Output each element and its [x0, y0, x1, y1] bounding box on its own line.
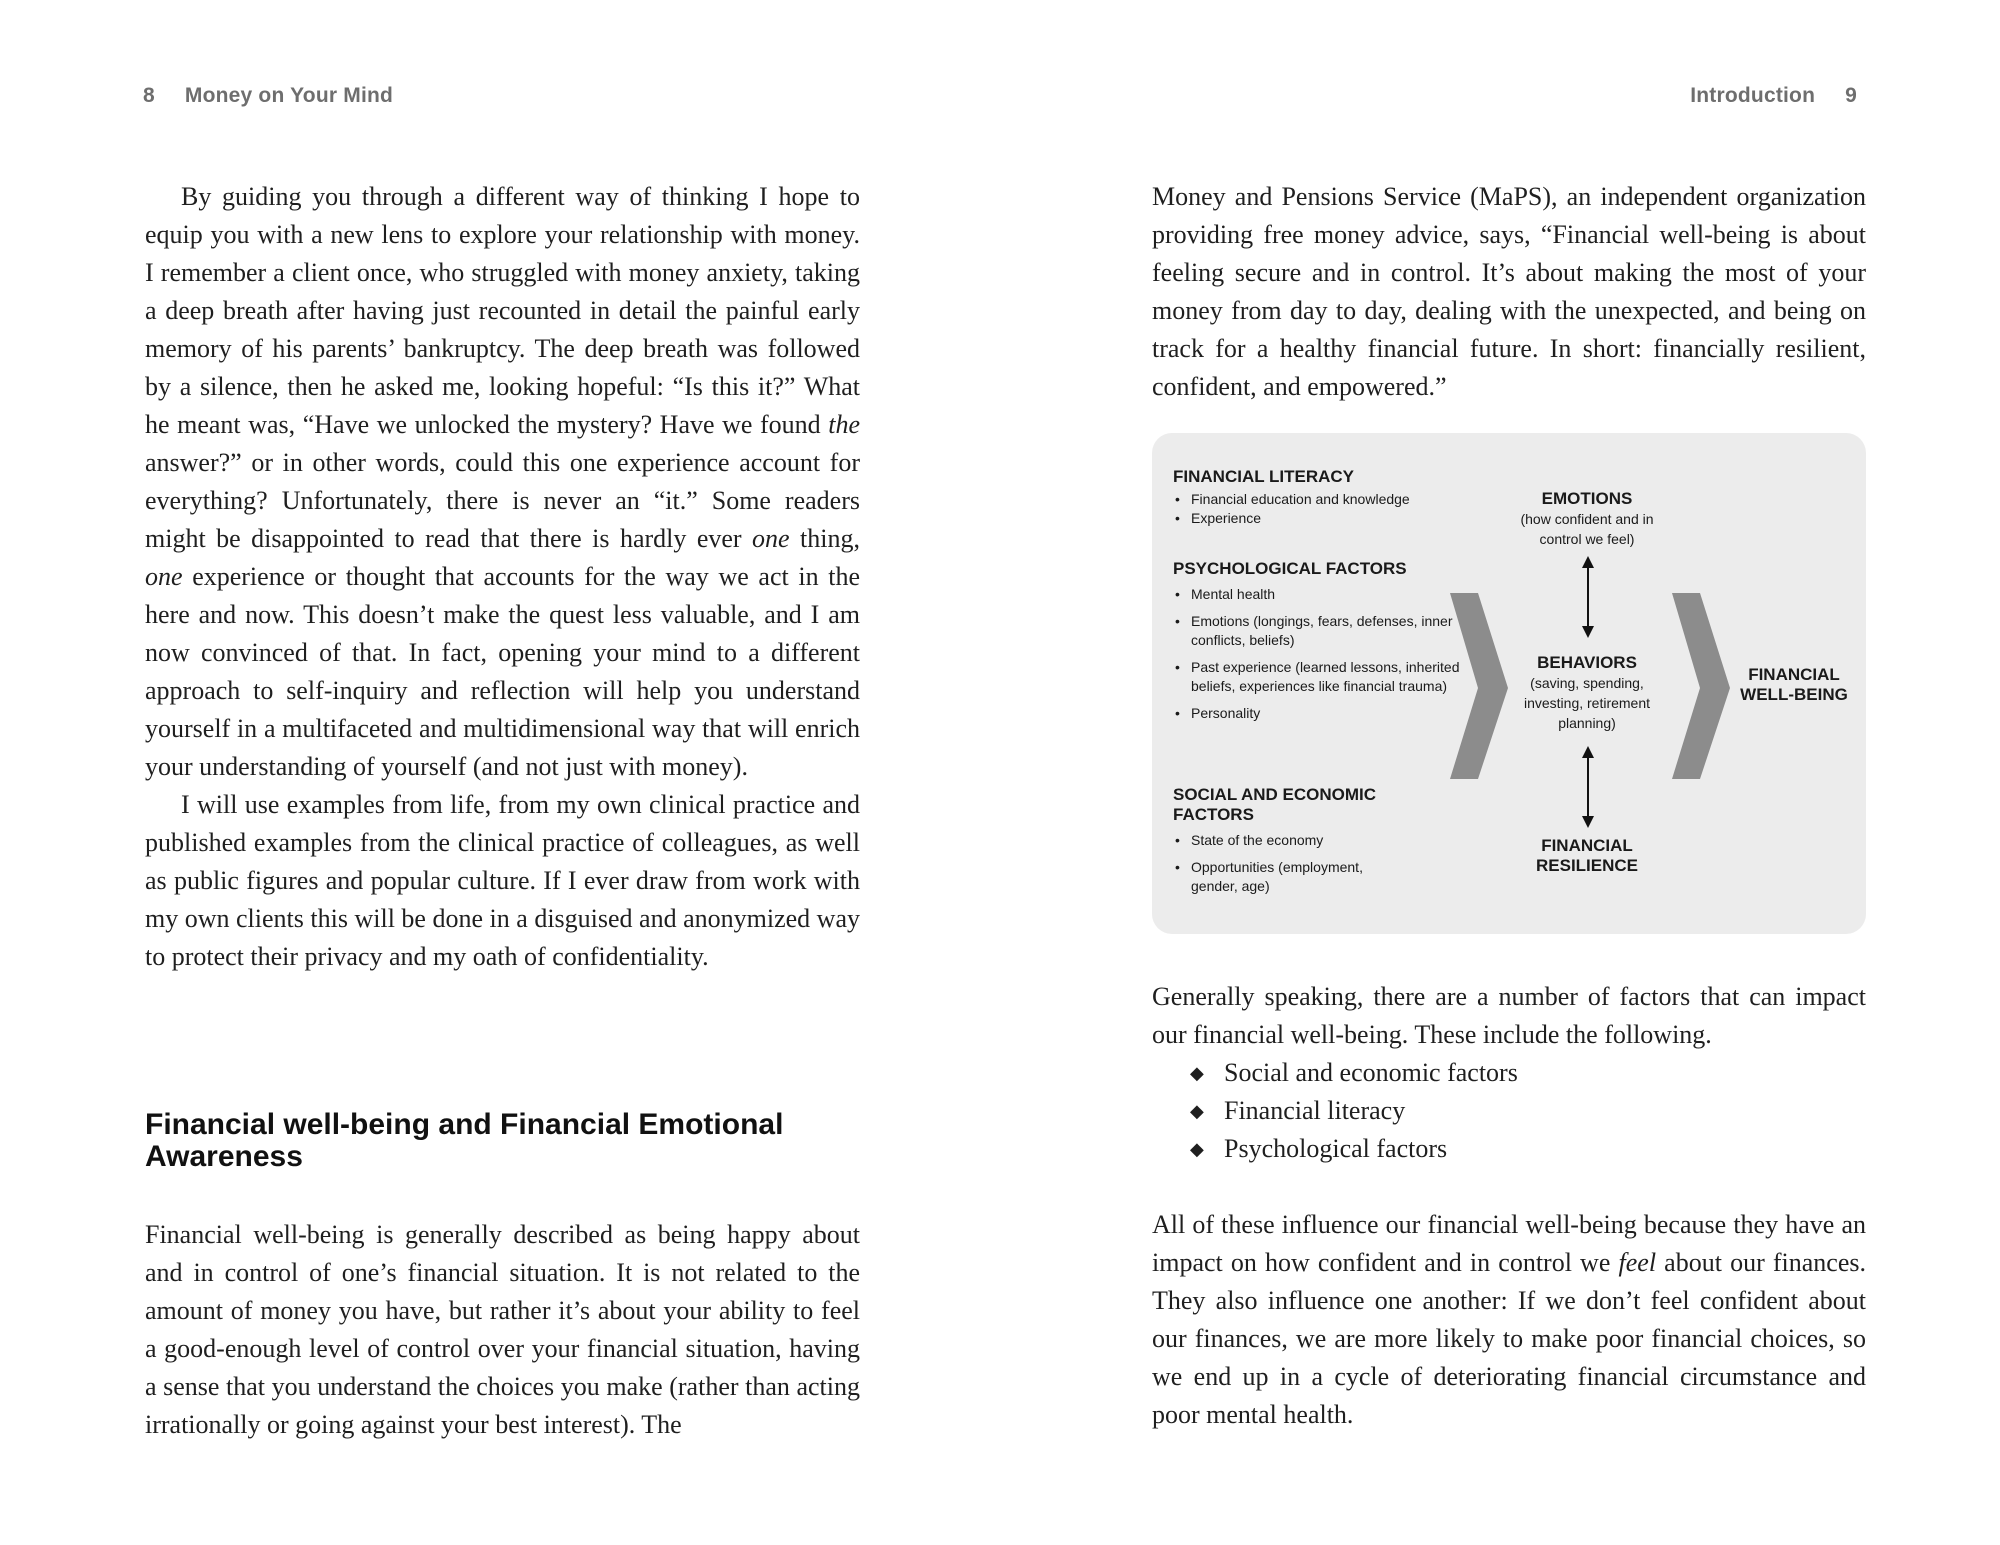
italic-run: feel [1618, 1248, 1657, 1277]
diagram-list-item: • Personality [1173, 704, 1463, 723]
literacy-block [1173, 467, 1463, 528]
text-run: By guiding you through a different way of thinking I hope to equip you with a new lens to explore your relationship with money. I remember a client once, who struggled with money anxiety, taking a deep breath after having just recounted in detail the painful early memory of his parents’ bankruptcy. The deep breath was followed by a silence, then he asked me, looking hopeful: “Is this it?” What he meant was, “Have we unlocked the mystery? Have we found [145, 182, 860, 439]
italic-run: the [828, 410, 860, 439]
diagram-list-item: • Financial education and knowledge [1173, 490, 1463, 509]
wellbeing-node [1730, 665, 1858, 705]
diagram-list-item: • Mental health [1173, 585, 1463, 604]
left-column [145, 178, 860, 976]
behaviors-node [1502, 653, 1672, 733]
diamond-bullet-icon: ◆ [1190, 1139, 1204, 1159]
behaviors-title: BEHAVIORS [1537, 653, 1637, 672]
right-page [1000, 0, 2000, 1545]
diagram-list-item: • Emotions (longings, fears, defenses, inner conflicts, beliefs) [1173, 612, 1463, 650]
emotions-subtitle: (how confident and in control we feel) [1520, 511, 1654, 547]
right-column-bottom [1152, 978, 1866, 1434]
factor-label: Social and economic factors [1224, 1058, 1518, 1087]
social-list [1173, 831, 1403, 896]
running-head-right [1690, 84, 1857, 108]
psych-list [1173, 585, 1463, 723]
resilience-node [1527, 836, 1647, 876]
page-number: 9 [1845, 84, 1857, 107]
book-title: Money on Your Mind [184, 84, 394, 107]
diamond-bullet-icon: ◆ [1190, 1101, 1204, 1121]
literacy-list [1173, 490, 1463, 528]
body-paragraph: I will use examples from life, from my own clinical practice and published examples from the clinical practice of colleagues, as well as public figures and popular culture. If I ever draw from work with my own clients this will be done in a disguised and anonymized way to protect their privacy and my oath of confidentiality. [145, 790, 860, 971]
right-column-top [1152, 178, 1866, 406]
factor-list-item [1190, 1054, 1866, 1092]
double-arrow-icon [1580, 746, 1596, 828]
behaviors-subtitle: (saving, spending, investing, retirement planning) [1523, 675, 1651, 731]
diagram-list-item: • Experience [1173, 509, 1463, 528]
italic-run: one [752, 524, 790, 553]
italic-run: one [145, 562, 183, 591]
resilience-title: FINANCIAL RESILIENCE [1535, 836, 1639, 875]
emotions-node [1502, 489, 1672, 549]
chapter-title: Introduction [1690, 84, 1816, 107]
factor-label: Financial literacy [1224, 1096, 1406, 1125]
body-paragraph [1152, 1206, 1866, 1434]
diagram-list-item: • State of the economy [1173, 831, 1403, 850]
diagram-list-item: • Past experience (learned lessons, inherited beliefs, experiences like financial trauma) [1173, 658, 1463, 696]
psych-block [1173, 559, 1463, 723]
text-run: about our finances. They also influence one another: If we don’t feel confident about our finances, we are more likely to make poor financial choices, so we end up in a cycle of deteriorating financial circumstance and poor mental health. [1152, 1248, 1866, 1429]
financial-wellbeing-diagram [1152, 433, 1866, 934]
body-paragraph [145, 178, 860, 786]
emotions-title: EMOTIONS [1541, 489, 1633, 508]
social-heading: SOCIAL AND ECONOMIC FACTORS [1173, 785, 1377, 824]
section-heading: Financial well-being and Financial Emotional Awareness [145, 1108, 784, 1173]
chevron-right-icon [1670, 593, 1732, 783]
social-block [1173, 785, 1403, 896]
text-run: All of these influence our financial well-being because they have an impact on how confident and in control we [1152, 1210, 1866, 1277]
diamond-bullet-icon: ◆ [1190, 1063, 1204, 1083]
running-head-left [143, 84, 393, 108]
diagram-list-item: • Opportunities (employment, gender, age) [1173, 858, 1403, 896]
left-column-continued [145, 1216, 860, 1444]
factor-list [1152, 1054, 1866, 1168]
body-paragraph: Generally speaking, there are a number of factors that can impact our financial well-being. These include the following. [1152, 982, 1866, 1049]
body-paragraph: Money and Pensions Service (MaPS), an independent organization providing free money advice, says, “Financial well-being is about feeling secure and in control. It’s about making the most of your money from day to day, dealing with the unexpected, and being on track for a healthy financial future. In short: financially resilient, confident, and empowered.” [1152, 182, 1866, 401]
text-run: experience or thought that accounts for the way we act in the here and now. This doesn’t make the quest less valuable, and I am now convinced of that. In fact, opening your mind to a different approach to self-inquiry and reflection will help you understand yourself in a multifaceted and multidimensional way that will enrich your understanding of yourself (and not just with money). [145, 562, 860, 781]
double-arrow-icon [1580, 556, 1596, 638]
wellbeing-title: FINANCIAL WELL-BEING [1740, 665, 1848, 704]
factor-list-item [1190, 1092, 1866, 1130]
page-number: 8 [143, 84, 155, 107]
factor-list-item [1190, 1130, 1866, 1168]
text-run: answer?” or in other words, could this one experience account for everything? Unfortunately, there is never an “it.” Some readers might be disappointed to read that there is hardly ever [145, 448, 860, 553]
psych-heading: PSYCHOLOGICAL FACTORS [1173, 559, 1407, 578]
literacy-heading: FINANCIAL LITERACY [1173, 467, 1355, 486]
text-run: thing, [789, 524, 860, 553]
factor-label: Psychological factors [1224, 1134, 1448, 1163]
body-paragraph: Financial well-being is generally described as being happy about and in control of one’s financial situation. It is not related to the amount of money you have, but rather it’s about your ability to feel a good-enough level of control over your financial situation, having a sense that you understand the choices you make (rather than acting irrationally or going against your best interest). The [145, 1220, 860, 1439]
chevron-right-icon [1448, 593, 1510, 783]
